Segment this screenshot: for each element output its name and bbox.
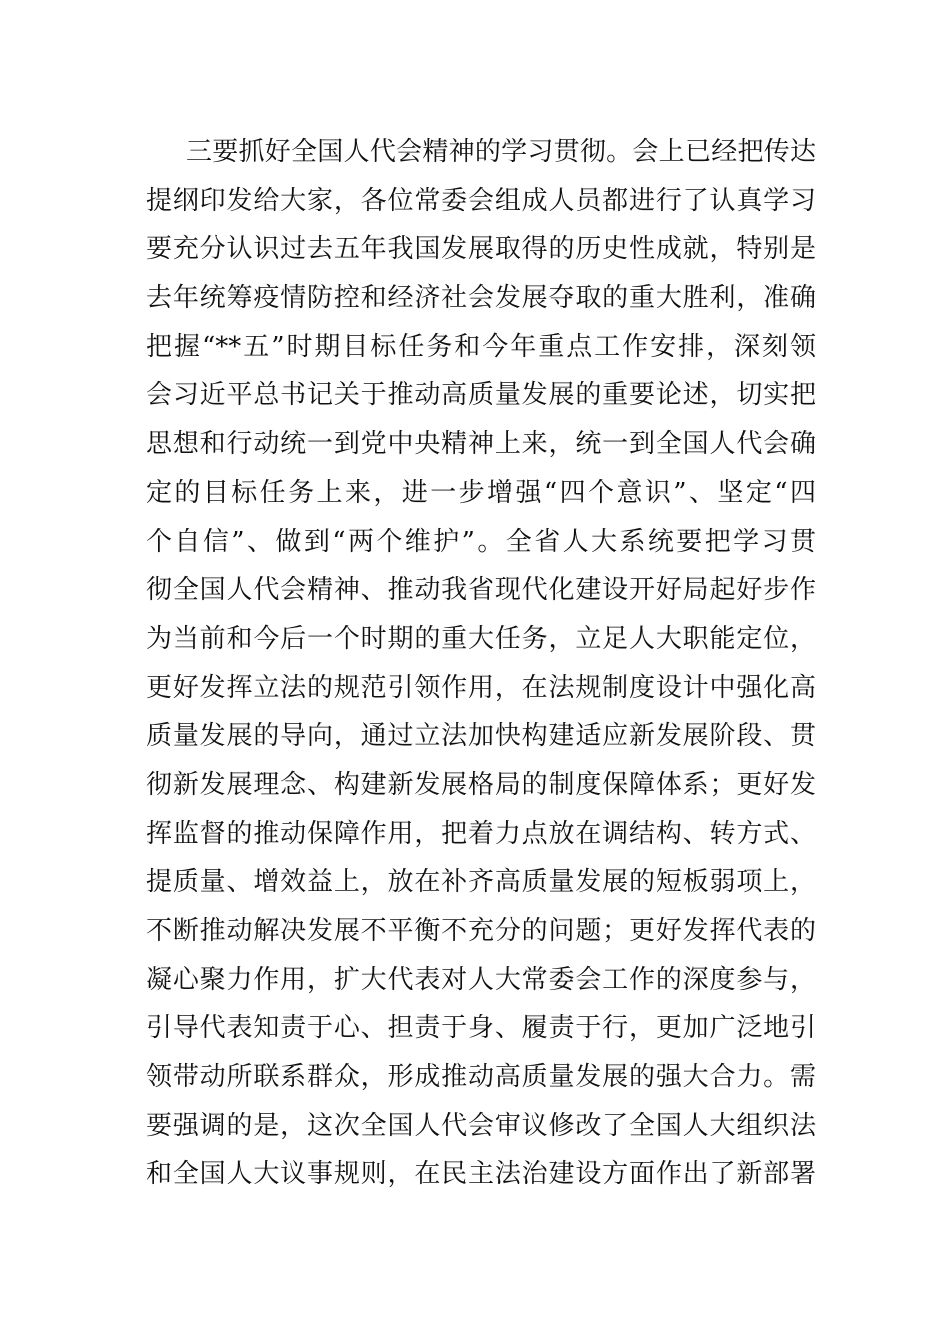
- paragraph-line: 为当前和今后一个时期的重大任务，立足人大职能定位，: [146, 623, 816, 654]
- paragraph-line: 不断推动解决发展不平衡不充分的问题；更好发挥代表的: [146, 916, 816, 946]
- paragraph-line: 把握“**五”时期目标任务和今年重点工作安排，深刻领: [146, 331, 816, 362]
- paragraph-line: 提质量、增效益上，放在补齐高质量发展的短板弱项上，: [146, 867, 816, 898]
- paragraph-line: 领带动所联系群众，形成推动高质量发展的强大合力。需: [146, 1062, 816, 1093]
- paragraph-line: 个自信”、做到“两个维护”。全省人大系统要把学习贯: [146, 526, 816, 557]
- paragraph-line: 定的目标任务上来，进一步增强“四个意识”、坚定“四: [146, 477, 816, 508]
- paragraph-line: 思想和行动统一到党中央精神上来，统一到全国人代会确: [146, 429, 816, 460]
- paragraph-line: 和全国人大议事规则，在民主法治建设方面作出了新部署: [146, 1159, 816, 1190]
- paragraph-line: 凝心聚力作用，扩大代表对人大常委会工作的深度参与，: [146, 964, 816, 995]
- paragraph-line: 彻全国人代会精神、推动我省现代化建设开好局起好步作: [146, 575, 816, 606]
- paragraph-line: 三要抓好全国人代会精神的学习贯彻。会上已经把传达: [186, 137, 816, 167]
- paragraph-line: 挥监督的推动保障作用，把着力点放在调结构、转方式、: [146, 818, 816, 849]
- paragraph-line: 质量发展的导向，通过立法加快构建适应新发展阶段、贯: [146, 721, 816, 752]
- body-paragraph: [146, 128, 816, 1199]
- paragraph-line: 引导代表知责于心、担责于身、履责于行，更加广泛地引: [146, 1013, 816, 1044]
- paragraph-line: 提纲印发给大家，各位常委会组成人员都进行了认真学习: [146, 185, 816, 216]
- paragraph-line: 要强调的是，这次全国人代会审议修改了全国人大组织法: [146, 1110, 816, 1141]
- paragraph-line: 要充分认识过去五年我国发展取得的历史性成就，特别是: [146, 234, 816, 265]
- paragraph-line: 彻新发展理念、构建新发展格局的制度保障体系；更好发: [146, 769, 816, 800]
- paragraph-line: 会习近平总书记关于推动高质量发展的重要论述，切实把: [146, 380, 816, 411]
- paragraph-line: 更好发挥立法的规范引领作用，在法规制度设计中强化高: [146, 672, 816, 703]
- paragraph-line: 去年统筹疫情防控和经济社会发展夺取的重大胜利，准确: [146, 283, 816, 314]
